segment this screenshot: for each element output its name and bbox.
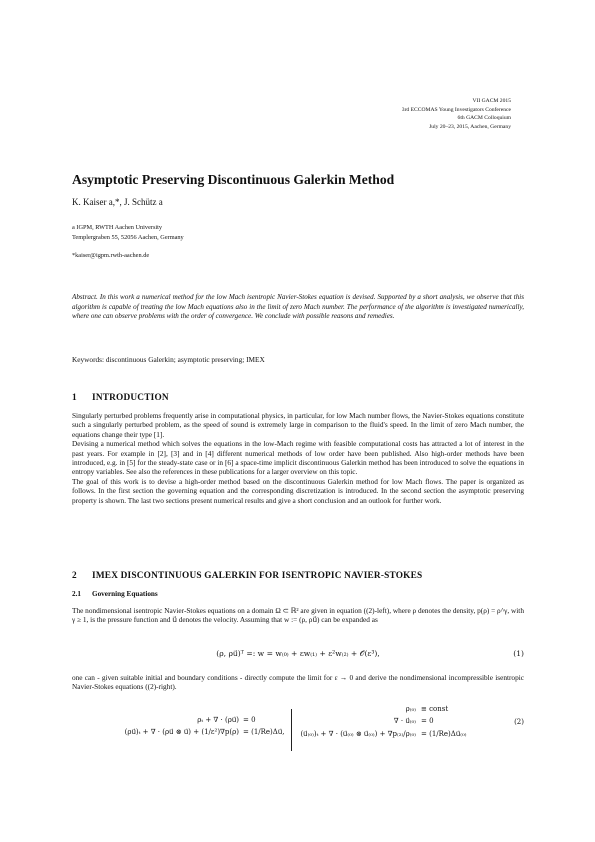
equation-left-rhs: = 0 <box>243 716 256 724</box>
equation-right-rhs: ≡ const <box>421 705 449 713</box>
equation-divider <box>291 709 292 751</box>
equation-left-lhs: ρₜ + ∇ · (ρu⃗) <box>197 716 239 724</box>
conference-header <box>402 97 511 131</box>
governing-equations-paragraph <box>72 606 524 625</box>
paragraph: Singularly perturbed problems frequently arise in computational physics, in particular, for low Mach number flows, the Navier-Stokes equations constitute such a singularly perturbed problem, as the speed of sound is extremely large in comparison to the fluid's speed. In the limit of zero Mach number, the equations change their type [1]. <box>72 411 524 439</box>
section-number: 2 <box>72 571 77 581</box>
keywords: Keywords: discontinuous Galerkin; asymptotic preserving; IMEX <box>72 355 265 364</box>
abstract-label: Abstract. <box>72 293 98 301</box>
equation-right-rhs: = (1/Re)Δu⃗₍₀₎ <box>421 730 467 738</box>
affiliation-address: Templergraben 55, 52056 Aachen, Germany <box>72 234 184 241</box>
equation-left-lhs: (ρu⃗)ₜ + ∇ · (ρu⃗ ⊗ u⃗) + (1/ε²)∇p(ρ) <box>124 728 239 736</box>
section-number: 1 <box>72 393 77 403</box>
paper-title: Asymptotic Preserving Discontinuous Galerkin Method <box>72 172 395 187</box>
email-link[interactable]: *kaiser@igpm.rwth-aachen.de <box>72 252 150 259</box>
paragraph: Devising a numerical method which solves the equations in the low-Mach regime with feasible computational costs has attracted a lot of interest in the past years. For example in [2], [3] and in [4] different numerical methods of low order have been published. Also high-order methods have been introduced, e.g. in [5] for the steady-state case or in [6] a space-time implicit discontinuous Galerkin method has been introduced to solve the equations in entropy variables. See also the references in these publications for a larger overview on this topic. <box>72 439 524 477</box>
equation-left-rhs: = (1/Re)Δu⃗, <box>243 728 285 736</box>
abstract <box>72 293 524 322</box>
paragraph: one can - given suitable initial and boundary conditions - directly compute the limit for ε → 0 and derive the nondimensional incompressible isentropic Navier-Stokes equations ((2)-right). <box>72 673 524 692</box>
equation-right-lhs: ρ₍₀₎ <box>405 705 416 713</box>
abstract-text: In this work a numerical method for the low Mach isentropic Navier-Stokes equation is devised. Supported by a short analysis, we observe that this algorithm is capable of treating the low Mach equations also in the limit of zero Mach number. The performance of the algorithm is investigated numerically, where one can observe problems with the order of convergence. We conclude with possible reasons and remedies. <box>72 293 524 321</box>
equation-right-rhs: = 0 <box>421 717 434 725</box>
header-line: 6th GACM Colloquium <box>457 115 511 122</box>
section-heading-introduction <box>72 393 169 403</box>
header-line: July 20–23, 2015, Aachen, Germany <box>429 123 511 130</box>
limit-paragraph <box>72 673 524 692</box>
equation-right-lhs: (u⃗₍₀₎)ₜ + ∇ · (u⃗₍₀₎ ⊗ u⃗₍₀₎) + ∇p₍₂₎/ρ₍₀₎ <box>300 730 416 738</box>
subsection-title: Governing Equations <box>92 590 158 598</box>
equation-number: (1) <box>513 649 524 658</box>
equation-number: (2) <box>514 718 524 726</box>
subsection-number: 2.1 <box>72 590 81 598</box>
subsection-heading <box>72 590 158 598</box>
equation-right-lhs: ∇ · u⃗₍₀₎ <box>393 717 416 725</box>
paragraph: The goal of this work is to devise a high-order method based on the discontinuous Galerkin method for low Mach flows. The paper is organized as follows. In the first section the governing equation and the corresponding discretization is introduced. In the second section the asymptotic preserving property is shown. The last two sections present numerical results and give a short conclusion and an outlook for further work. <box>72 476 524 505</box>
section-heading-imex <box>72 571 422 581</box>
affiliation-line: a IGPM, RWTH Aachen University <box>72 224 163 231</box>
section-title: IMEX DISCONTINUOUS GALERKIN FOR ISENTROPIC NAVIER-STOKES <box>92 571 423 581</box>
header-line: 3rd ECCOMAS Young Investigators Conference <box>401 106 511 113</box>
authors: K. Kaiser a,*, J. Schütz a <box>72 197 163 207</box>
section-title: INTRODUCTION <box>92 393 169 403</box>
equation-expansion: (ρ, ρu⃗)ᵀ =: w = w₍₀₎ + εw₍₁₎ + ε²w₍₂₎ + 𝒪(ε³), <box>216 649 380 658</box>
paragraph: The nondimensional isentropic Navier-Stokes equations on a domain Ω ⊂ ℝ² are given in equation ((2)-left), where ρ denotes the density, p(ρ) = ρ^γ, with γ ≥ 1, is the pressure function and u⃗ denotes the velocity. Assuming that w := (ρ, ρu⃗) can be expanded as <box>72 606 524 625</box>
introduction-body <box>72 411 524 505</box>
header-line: VII GACM 2015 <box>472 98 511 104</box>
